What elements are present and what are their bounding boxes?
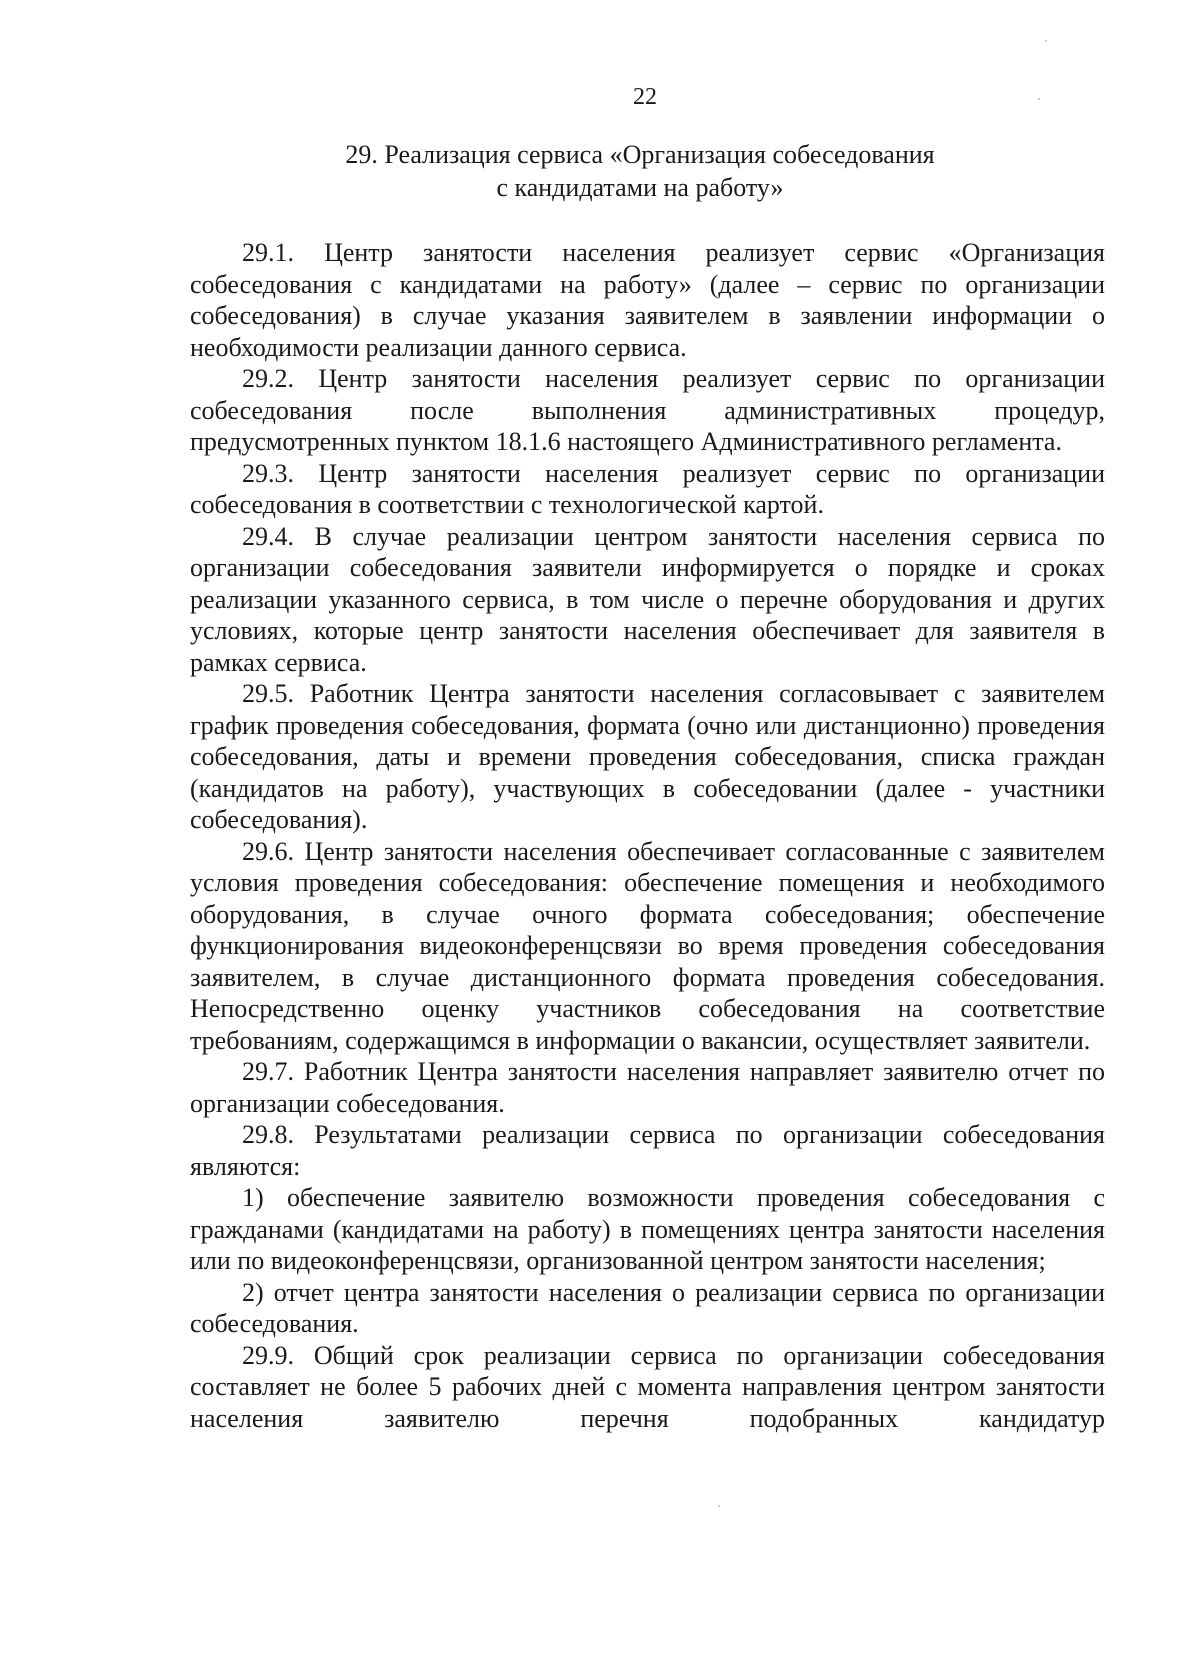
paragraph-29-2: 29.2. Центр занятости населения реализует сервис по организации собеседования после выполнения административных процедур, предусмотренных пунктом 18.1.6 настоящего Административного регламента. <box>190 364 1105 456</box>
scan-speck <box>1045 40 1047 42</box>
section-heading-line-1: 29. Реализация сервиса «Организация собеседования <box>345 140 935 169</box>
scan-speck <box>718 1505 720 1507</box>
paragraph-29-5: 29.5. Работник Центра занятости населения согласовывает с заявителем график проведения собеседования, формата (очно или дистанционно) проведения собеседования, даты и времени проведения собеседования, списка граждан (кандидатов на работу), участвующих в собеседовании (далее - участники собеседования). <box>190 679 1105 834</box>
section-heading <box>290 138 990 204</box>
paragraph-29-3: 29.3. Центр занятости населения реализует сервис по организации собеседования в соответствии с технологической картой. <box>190 458 1105 519</box>
page-number: 22 <box>633 84 657 110</box>
paragraph-29-8: 29.8. Результатами реализации сервиса по организации собеседования являются: <box>190 1120 1105 1181</box>
paragraph-29-7: 29.7. Работник Центра занятости населения направляет заявителю отчет по организации собеседования. <box>190 1057 1105 1118</box>
paragraph-29-9: 29.9. Общий срок реализации сервиса по организации собеседования составляет не более 5 рабочих дней с момента направления центром занятости населения заявителю перечня подобранных кандидатур <box>190 1340 1105 1433</box>
section-heading-line-2: с кандидатами на работу» <box>496 173 784 202</box>
paragraph-29-4: 29.4. В случае реализации центром занятости населения сервиса по организации собеседования заявители информируется о порядке и сроках реализации указанного сервиса, в том числе о перечне оборудования и других условиях, которые центр занятости населения обеспечивает для заявителя в рамках сервиса. <box>190 521 1105 677</box>
document-body <box>190 237 1105 1434</box>
paragraph-29-1: 29.1. Центр занятости населения реализует сервис «Организация собеседования с кандидатами на работу» (далее – сервис по организации собеседования) в случае указания заявителем в заявлении информации о необходимости реализации данного сервиса. <box>190 238 1105 362</box>
list-item-1: 1) обеспечение заявителю возможности проведения собеседования с гражданами (кандидатами на работу) в помещениях центра занятости населения или по видеоконференцсвязи, организованной центром занятости населения; <box>190 1183 1105 1275</box>
list-item-2: 2) отчет центра занятости населения о реализации сервиса по организации собеседования. <box>190 1277 1105 1338</box>
paragraph-29-6: 29.6. Центр занятости населения обеспечивает согласованные с заявителем условия проведения собеседования: обеспечение помещения и необходимого оборудования, в случае очного формата собеседования; обеспечение функционирования видеоконференцсвязи во время проведения собеседования заявителем, в случае дистанционного формата проведения собеседования. Непосредственно оценку участников собеседования на соответствие требованиям, содержащимся в информации о вакансии, осуществляет заявители. <box>190 836 1105 1055</box>
